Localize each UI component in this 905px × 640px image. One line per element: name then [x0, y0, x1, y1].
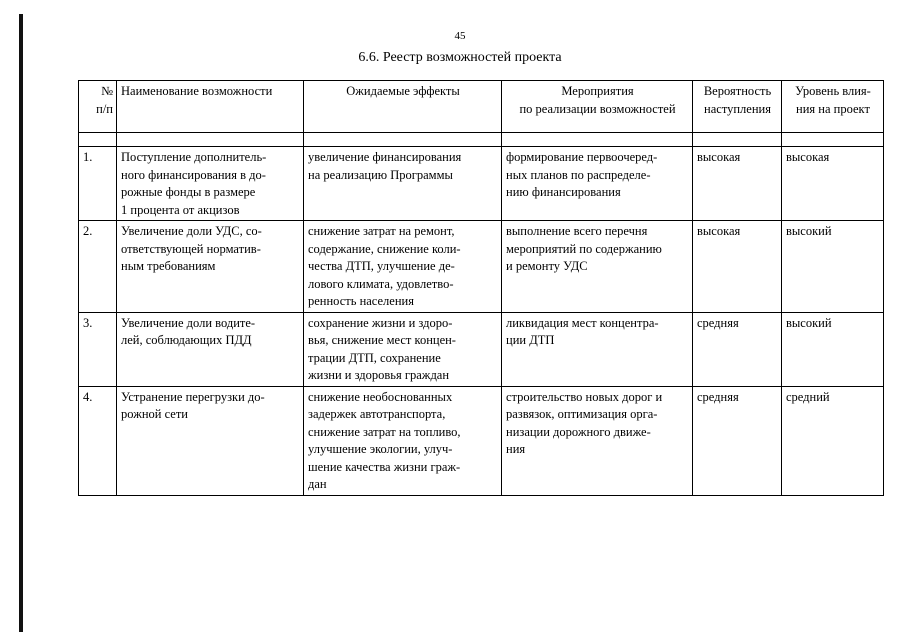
row-effects-line: снижение затрат на топливо,: [308, 424, 461, 439]
row-name: [117, 147, 304, 221]
header-num-line: №: [101, 84, 113, 98]
table-row: [79, 147, 884, 221]
header-name: [117, 81, 304, 133]
table-row: [79, 386, 884, 495]
row-impact: средний: [782, 386, 884, 495]
header-name-line: Наименование возможности: [121, 84, 273, 98]
header-probability: [693, 81, 782, 133]
header-impact: [782, 81, 884, 133]
row-effects-line: сохранение жизни и здоро-: [308, 315, 453, 330]
row-measures-line: развязок, оптимизация орга-: [506, 407, 658, 421]
row-num: 2.: [79, 221, 117, 313]
table-row: [79, 221, 884, 313]
row-measures-line: формирование первоочеред-: [506, 150, 658, 164]
header-measures: [502, 81, 693, 133]
row-measures-line: низации дорожного движе-: [506, 424, 651, 439]
row-effects-line: улучшение экологии, улуч-: [308, 442, 453, 456]
row-measures-line: нию финансирования: [506, 185, 621, 199]
row-measures-line: выполнение всего перечня: [506, 224, 648, 238]
scan-edge-line: [19, 14, 23, 632]
row-measures-line: строительство новых дорог и: [506, 389, 663, 404]
header-measures-line: Мероприятия: [561, 84, 634, 98]
row-measures: [502, 221, 693, 313]
row-impact: высокий: [782, 221, 884, 313]
header-num-line: п/п: [96, 101, 113, 116]
row-name-line: Поступление дополнитель-: [121, 150, 267, 164]
page-number: 45: [454, 30, 466, 42]
spacer-cell: [693, 133, 782, 147]
row-measures: [502, 386, 693, 495]
row-name-line: рожной сети: [121, 407, 188, 421]
row-effects-line: дан: [308, 477, 327, 491]
header-impact-line: ния на проект: [796, 101, 870, 116]
header-measures-line: по реализации возможностей: [519, 101, 676, 116]
row-name-line: ного финансирования в до-: [121, 167, 266, 182]
row-name-line: лей, соблюдающих ПДД: [121, 333, 252, 347]
row-num: 4.: [79, 386, 117, 495]
row-measures-line: ных планов по распределе-: [506, 167, 651, 182]
row-name-line: ответствующей норматив-: [121, 241, 261, 256]
row-impact: высокий: [782, 312, 884, 386]
row-measures: [502, 147, 693, 221]
row-name-line: Увеличение доли УДС, со-: [121, 224, 262, 238]
row-effects: [304, 221, 502, 313]
row-effects-line: вья, снижение мест концен-: [308, 333, 456, 347]
row-measures: [502, 312, 693, 386]
row-effects-line: снижение необоснованных: [308, 389, 453, 404]
row-name-line: 1 процента от акцизов: [121, 202, 240, 217]
header-impact-line: Уровень влия-: [795, 84, 871, 98]
row-name: [117, 221, 304, 313]
row-measures-line: и ремонту УДС: [506, 259, 588, 273]
spacer-cell: [782, 133, 884, 147]
row-name: [117, 386, 304, 495]
spacer-row: [79, 133, 884, 147]
row-name-line: Увеличение доли водите-: [121, 315, 256, 330]
row-measures-line: ликвидация мест концентра-: [506, 315, 659, 330]
spacer-cell: [117, 133, 304, 147]
row-name: [117, 312, 304, 386]
row-effects-line: жизни и здоровья граждан: [308, 368, 450, 382]
header-num: [79, 81, 117, 133]
section-title: 6.6. Реестр возможностей проекта: [358, 50, 562, 65]
row-effects-line: на реализацию Программы: [308, 167, 453, 182]
row-probability: высокая: [693, 147, 782, 221]
row-effects-line: лового климата, удовлетво-: [308, 276, 454, 291]
row-measures-line: ния: [506, 442, 526, 456]
spacer-cell: [79, 133, 117, 147]
spacer-cell: [502, 133, 693, 147]
row-effects: [304, 386, 502, 495]
row-effects-line: чества ДТП, улучшение де-: [308, 259, 455, 273]
row-num: 1.: [79, 147, 117, 221]
row-measures-line: мероприятий по содержанию: [506, 241, 662, 256]
row-probability: высокая: [693, 221, 782, 313]
row-impact: высокая: [782, 147, 884, 221]
row-num: 3.: [79, 312, 117, 386]
row-effects-line: снижение затрат на ремонт,: [308, 224, 455, 238]
row-effects-line: трации ДТП, сохранение: [308, 350, 441, 365]
spacer-cell: [304, 133, 502, 147]
row-effects-line: шение качества жизни граж-: [308, 459, 461, 474]
row-measures-line: ции ДТП: [506, 333, 555, 347]
table-header-row: [79, 81, 884, 133]
header-effects: [304, 81, 502, 133]
row-effects-line: содержание, снижение коли-: [308, 241, 461, 256]
row-effects: [304, 147, 502, 221]
row-name-line: Устранение перегрузки до-: [121, 389, 265, 404]
header-effects-line: Ожидаемые эффекты: [346, 84, 460, 98]
opportunities-registry-table: [78, 80, 884, 496]
table-row: [79, 312, 884, 386]
row-name-line: ным требованиям: [121, 259, 216, 273]
row-probability: средняя: [693, 386, 782, 495]
row-effects-line: задержек автотранспорта,: [308, 407, 446, 421]
row-probability: средняя: [693, 312, 782, 386]
row-name-line: рожные фонды в размере: [121, 185, 256, 199]
row-effects-line: ренность населения: [308, 294, 414, 308]
header-probability-line: Вероятность: [703, 84, 772, 98]
row-effects-line: увеличение финансирования: [308, 150, 462, 164]
header-probability-line: наступления: [704, 101, 771, 116]
row-effects: [304, 312, 502, 386]
